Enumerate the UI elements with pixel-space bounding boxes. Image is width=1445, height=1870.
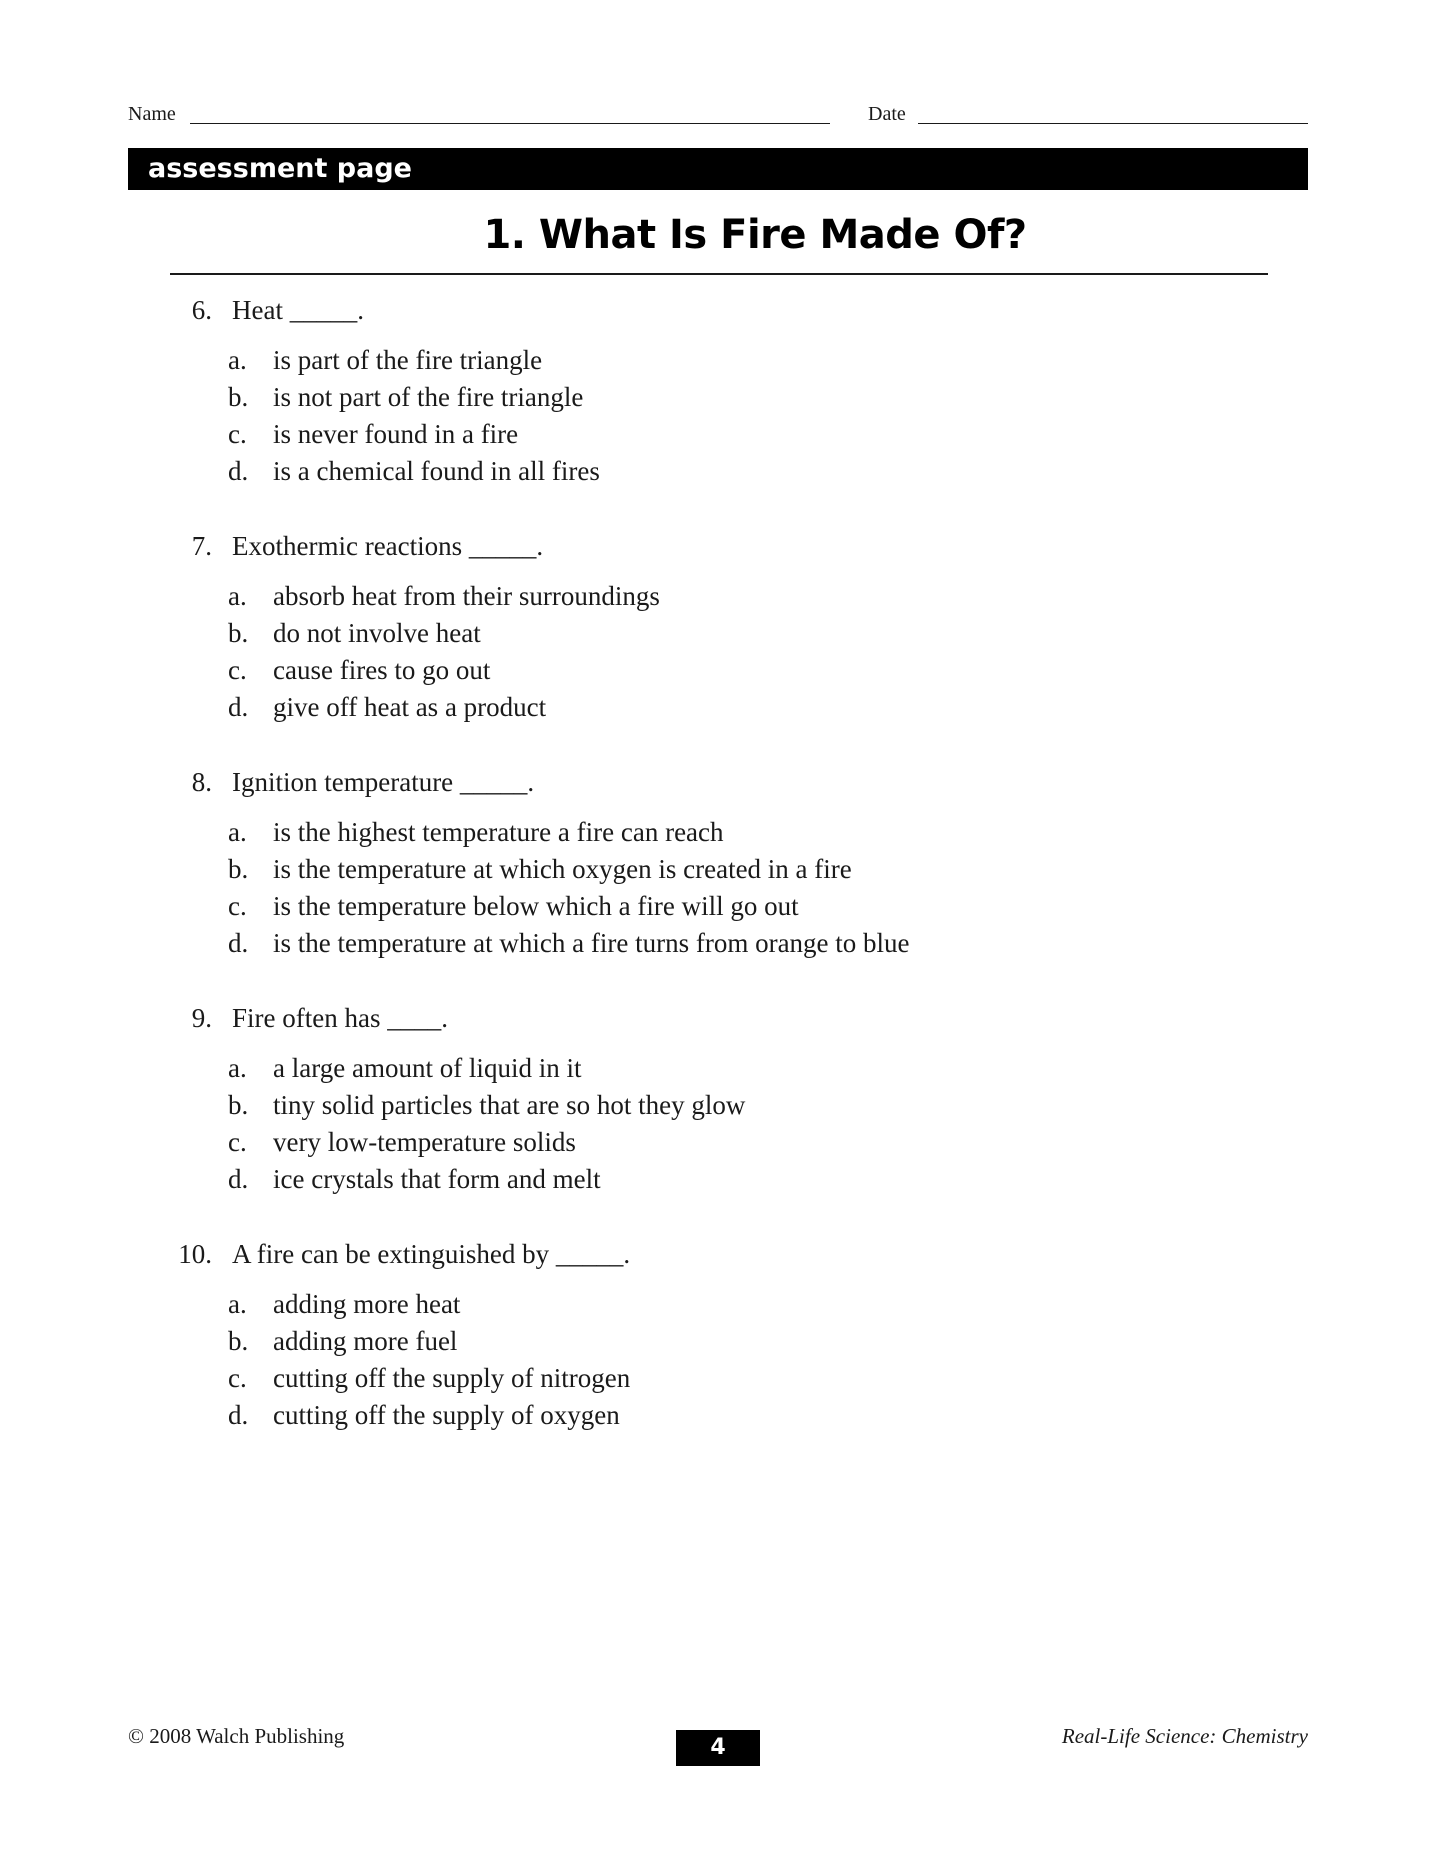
name-date-row (128, 100, 1308, 130)
option-letter: b. (228, 1326, 249, 1356)
option-text: is not part of the fire triangle (273, 382, 584, 412)
option-text: is the temperature at which oxygen is created in a fire (273, 854, 852, 884)
question-number: 9. (191, 1003, 212, 1033)
question-number: 6. (191, 295, 212, 325)
question-number: 8. (191, 767, 212, 797)
option-letter: a. (228, 817, 247, 847)
option-letter: a. (228, 345, 247, 375)
option-letter: d. (228, 456, 249, 486)
option-letter: a. (228, 581, 247, 611)
option-letter: d. (228, 928, 249, 958)
question-10 (0, 1234, 1445, 1470)
option-letter: b. (228, 382, 249, 412)
question-number: 7. (191, 531, 212, 561)
question-text: Heat _____. (232, 295, 364, 325)
option-letter: c. (228, 1363, 247, 1393)
title-divider (170, 273, 1268, 275)
name-field-line[interactable] (190, 123, 830, 124)
option-text: tiny solid particles that are so hot they glow (273, 1090, 746, 1120)
option-text: a large amount of liquid in it (273, 1053, 582, 1083)
option-letter: a. (228, 1053, 247, 1083)
option-text: is the highest temperature a fire can reach (273, 817, 724, 847)
option-letter: d. (228, 692, 249, 722)
question-text: Exothermic reactions _____. (232, 531, 544, 561)
question-number: 10. (178, 1239, 212, 1269)
option-letter: c. (228, 419, 247, 449)
option-letter: d. (228, 1400, 249, 1430)
option-letter: b. (228, 1090, 249, 1120)
option-text: do not involve heat (273, 618, 481, 648)
option-text: cutting off the supply of oxygen (273, 1400, 620, 1430)
option-text: is the temperature below which a fire will go out (273, 891, 799, 921)
option-text: adding more heat (273, 1289, 461, 1319)
option-text: ice crystals that form and melt (273, 1164, 601, 1194)
date-field-line[interactable] (918, 123, 1308, 124)
option-text: very low-temperature solids (273, 1127, 576, 1157)
option-text: is a chemical found in all fires (273, 456, 600, 486)
option-text: is never found in a fire (273, 419, 519, 449)
question-7 (0, 526, 1445, 762)
name-label: Name (128, 103, 176, 125)
option-text: absorb heat from their surroundings (273, 581, 660, 611)
question-8 (0, 762, 1445, 998)
option-text: give off heat as a product (273, 692, 547, 722)
option-letter: c. (228, 1127, 247, 1157)
option-text: adding more fuel (273, 1326, 458, 1356)
copyright-text: © 2008 Walch Publishing (128, 1724, 345, 1748)
question-text: Fire often has ____. (232, 1003, 448, 1033)
date-label: Date (868, 103, 906, 125)
option-text: is the temperature at which a fire turns from orange to blue (273, 928, 910, 958)
assessment-banner: assessment page (128, 148, 1308, 190)
option-text: is part of the fire triangle (273, 345, 543, 375)
page-title: 1. What Is Fire Made Of? (483, 212, 1027, 258)
question-6 (0, 290, 1445, 526)
option-letter: d. (228, 1164, 249, 1194)
page-number: 4 (676, 1730, 760, 1766)
option-text: cause fires to go out (273, 655, 491, 685)
option-letter: a. (228, 1289, 247, 1319)
option-text: cutting off the supply of nitrogen (273, 1363, 631, 1393)
option-letter: b. (228, 854, 249, 884)
option-letter: c. (228, 655, 247, 685)
question-text: A fire can be extinguished by _____. (232, 1239, 631, 1269)
option-letter: b. (228, 618, 249, 648)
book-title: Real-Life Science: Chemistry (1061, 1724, 1308, 1748)
question-text: Ignition temperature _____. (232, 767, 535, 797)
option-letter: c. (228, 891, 247, 921)
question-list (0, 290, 1445, 1470)
question-9 (0, 998, 1445, 1234)
